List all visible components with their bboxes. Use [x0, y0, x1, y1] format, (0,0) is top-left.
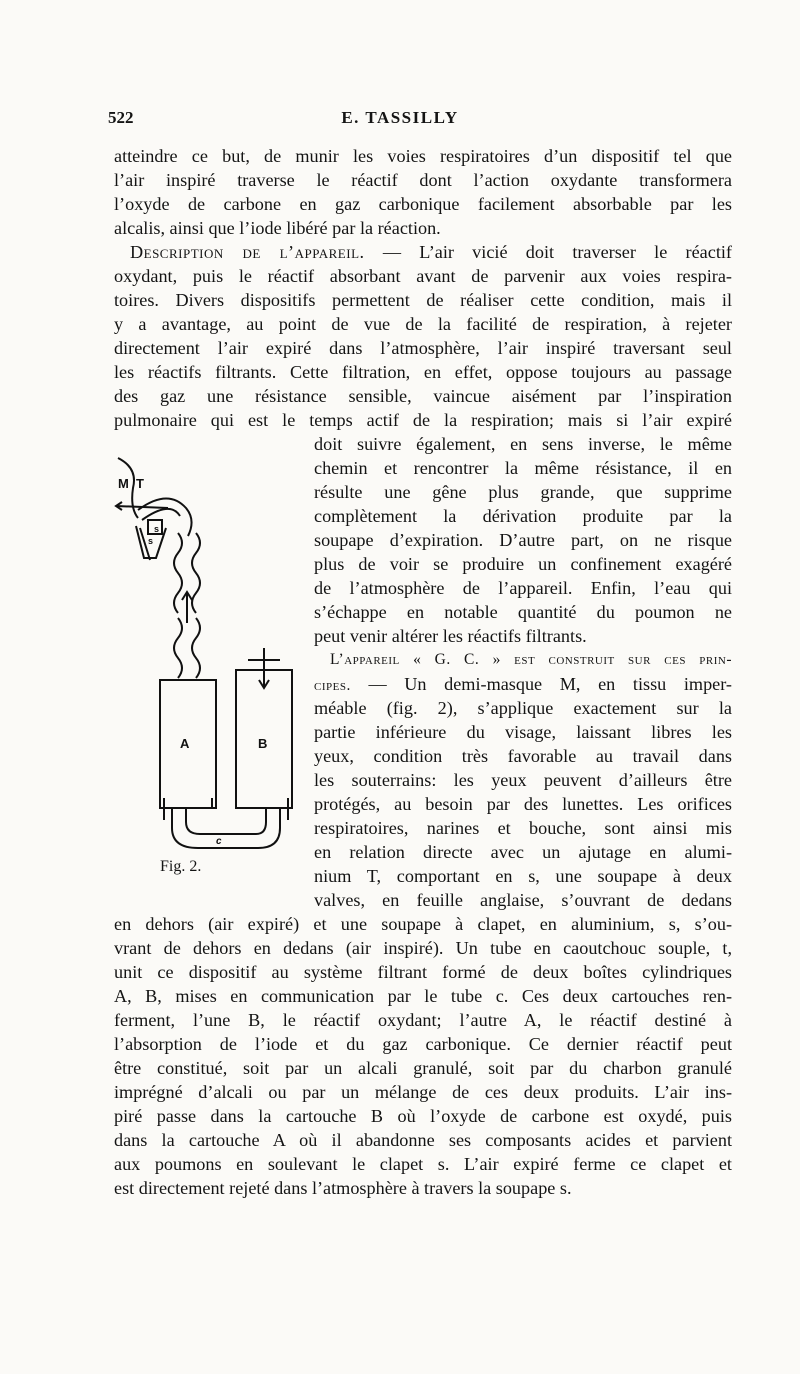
- text-line: respiratoires, narines et bouche, sont ainsi mis: [314, 818, 732, 838]
- label-c: c: [216, 836, 222, 847]
- text-line: alcalis, ainsi que l’iode libéré par la réaction.: [114, 218, 441, 238]
- text-line: oxydant, puis le réactif absorbant avant de parvenir aux voies respira-: [114, 266, 732, 286]
- text-line: imprégné d’alcali ou par un mélange de ces deux produits. L’air ins-: [114, 1082, 732, 1102]
- apparatus-figure: [108, 448, 308, 868]
- hose-t: [174, 533, 182, 613]
- text-line: y a avantage, au point de vue de la facilité de respiration, à rejeter: [114, 314, 732, 334]
- text-line: de l’atmosphère de l’appareil. Enfin, l’eau qui: [314, 578, 732, 598]
- label-s2: s: [148, 536, 154, 546]
- text-line: unit ce dispositif au système filtrant formé de deux boîtes cylindriques: [114, 962, 732, 982]
- text-line: valves, en feuille anglaise, s’ouvrant de dedans: [314, 890, 732, 910]
- text-line: méable (fig. 2), s’applique exactement sur la: [314, 698, 732, 718]
- label-m: M: [118, 476, 129, 491]
- text-line: A, B, mises en communication par le tube c. Ces deux cartouches ren-: [114, 986, 732, 1006]
- text-line: aux poumons en soulevant le clapet s. L’air expiré ferme ce clapet et: [114, 1154, 732, 1174]
- label-t: T: [136, 476, 144, 491]
- text-line: peut venir altérer les réactifs filtrants.: [314, 626, 587, 646]
- text-line: est directement rejeté dans l’atmosphère à travers la soupape s.: [114, 1178, 572, 1198]
- text-line: doit suivre également, en sens inverse, le même: [314, 434, 732, 454]
- text-line: nium T, comportant en s, une soupape à deux: [314, 866, 732, 886]
- label-s1: s: [154, 524, 160, 534]
- text-line: complètement la dérivation produite par la: [314, 506, 732, 526]
- text-line: yeux, condition très favorable au travail dans: [314, 746, 732, 766]
- text-line: résulte une gêne plus grande, que supprime: [314, 482, 732, 502]
- running-header-author: E. TASSILLY: [341, 108, 459, 127]
- text-line: pulmonaire qui est le temps actif de la respiration; mais si l’air expiré: [114, 410, 732, 430]
- text-line: toires. Divers dispositifs permettent de réaliser cette condition, mais il: [114, 290, 732, 310]
- text-line: s’échappe en notable quantité du poumon ne: [314, 602, 732, 622]
- text-line: partie inférieure du visage, laissant libres les: [314, 722, 732, 742]
- text-line: protégés, au besoin par des lunettes. Les orifices: [314, 794, 732, 814]
- text-line: dans la cartouche A où il abandonne ses composants acides et parvient: [114, 1130, 732, 1150]
- section-heading: Description de l’appareil.: [130, 242, 365, 262]
- page-number: 522: [108, 108, 134, 127]
- figure-caption: Fig. 2.: [160, 858, 202, 875]
- section-heading: L’appareil « G. C. » est construit sur ces prin-: [330, 651, 732, 668]
- section-heading-line: [130, 240, 732, 264]
- text-line: l’oxyde de carbone en gaz carbonique facilement absorbable par les: [114, 194, 732, 214]
- text-line: des gaz une résistance sensible, vaincue aisément par l’inspiration: [114, 386, 732, 406]
- text-line: en dehors (air expiré) et une soupape à clapet, en aluminium, s, s’ou-: [114, 914, 732, 934]
- text-line: ferment, l’une B, le réactif oxydant; l’autre A, le réactif destiné à: [114, 1010, 732, 1030]
- text-line: chemin et rencontrer la même résistance, il en: [314, 458, 732, 478]
- text-line: l’absorption de l’iode et du gaz carbonique. Ce dernier réactif peut: [114, 1034, 732, 1054]
- text-line: vrant de dehors en dedans (air inspiré). Un tube en caoutchouc souple, t,: [114, 938, 732, 958]
- text-line: les souterrains: les yeux peuvent d’ailleurs être: [314, 770, 732, 790]
- text-line: piré passe dans la cartouche B où l’oxyde de carbone est oxydé, puis: [114, 1106, 732, 1126]
- text-line: atteindre ce but, de munir les voies respiratoires d’un dispositif tel que: [114, 146, 732, 166]
- text-run: — L’air vicié doit traverser le réactif: [364, 242, 732, 262]
- label-b: B: [258, 736, 268, 751]
- text-line: directement l’air expiré dans l’atmosphère, l’air inspiré traversant seul: [114, 338, 732, 358]
- text-line: plus de voir se produire un confinement exagéré: [314, 554, 732, 574]
- text-line: l’air inspiré traverse le réactif dont l’action oxydante transformera: [114, 170, 732, 190]
- section-heading-end: cipes.: [314, 677, 351, 694]
- label-a: A: [180, 736, 190, 751]
- text-line: en relation directe avec un ajutage en alumi-: [314, 842, 732, 862]
- text-line: soupape d’expiration. D’autre part, on ne risque: [314, 530, 732, 550]
- text-line: les réactifs filtrants. Cette filtration, en effet, oppose toujours au passage: [114, 362, 732, 382]
- text-line: être constitué, soit par un alcali granulé, soit par du charbon granulé: [114, 1058, 732, 1078]
- text-run: — Un demi-masque M, en tissu imper-: [350, 674, 732, 694]
- text-line: [314, 672, 732, 698]
